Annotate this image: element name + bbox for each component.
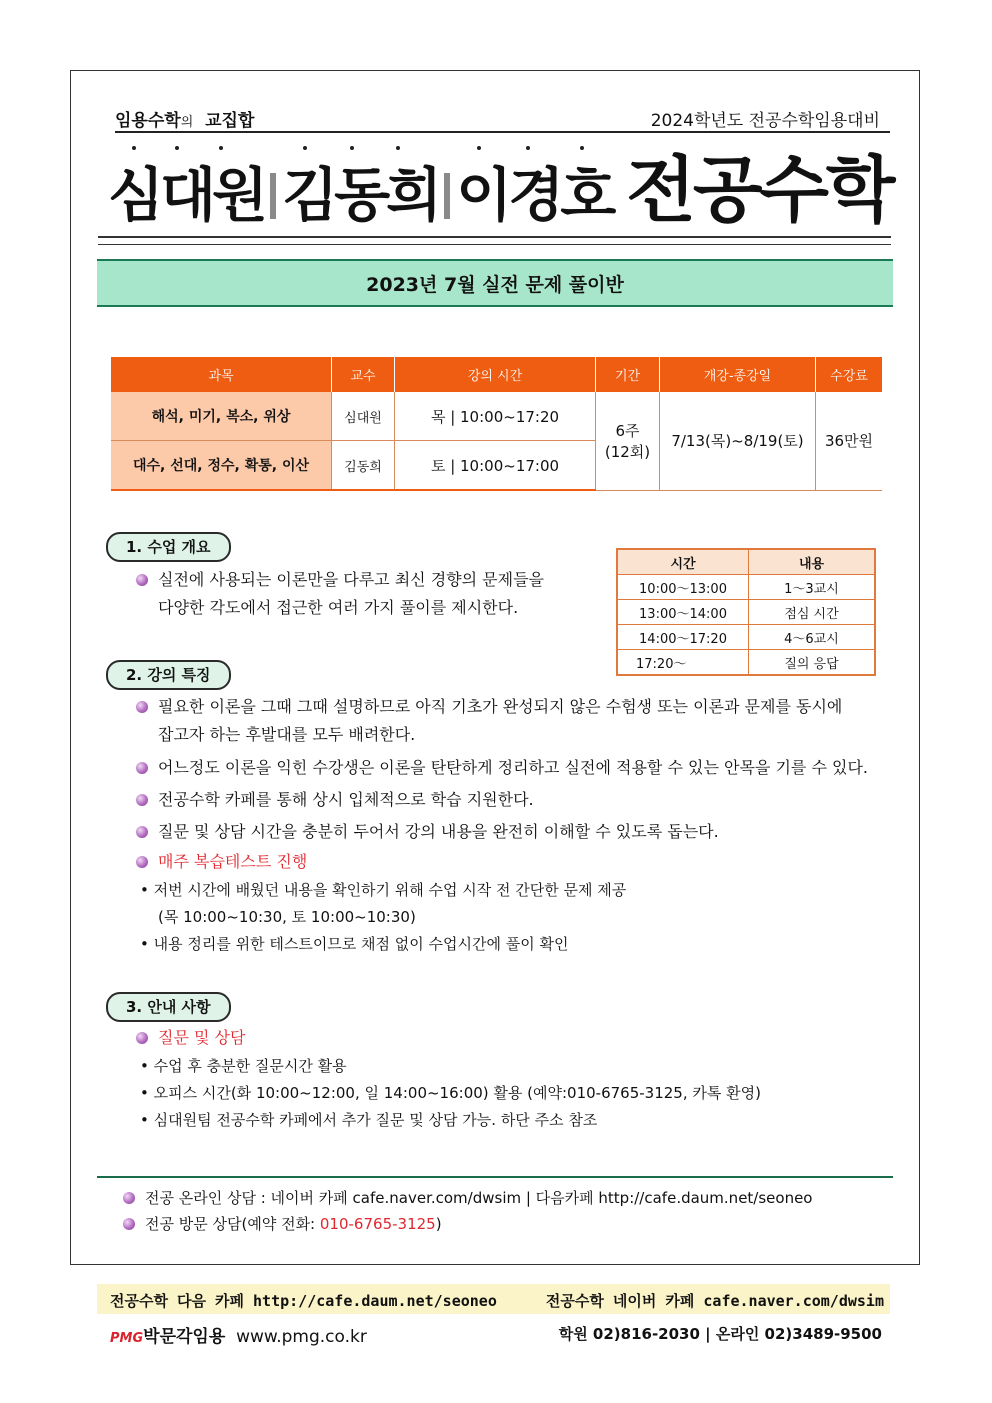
course-header-period: 기간 bbox=[596, 357, 660, 392]
schedule-content: 점심 시간 bbox=[749, 600, 876, 625]
schedule-content: 4～6교시 bbox=[749, 625, 876, 650]
title-name-1: 심대원 bbox=[108, 161, 265, 229]
title-name-3: 이경호 bbox=[456, 161, 613, 229]
publisher-site: www.pmg.co.kr bbox=[236, 1327, 367, 1347]
course-subject: 해석, 미기, 복소, 위상 bbox=[111, 392, 332, 441]
header-left bbox=[115, 106, 254, 131]
section-2-title: 2. 강의 특징 bbox=[106, 660, 231, 690]
header-right: 2024학년도 전공수학임용대비 bbox=[650, 111, 880, 131]
table-row bbox=[617, 600, 875, 625]
footer-daum-cafe: 전공수학 다음 카페 http://cafe.daum.net/seoneo bbox=[110, 1292, 497, 1310]
publisher bbox=[110, 1322, 367, 1347]
course-header-professor: 교수 bbox=[332, 357, 395, 392]
header-left-main: 임용수학 bbox=[115, 111, 181, 131]
header-left-tail: 교집합 bbox=[205, 111, 255, 131]
table-row bbox=[617, 650, 875, 676]
publisher-name: 박문각임용 bbox=[143, 1327, 226, 1347]
table-row bbox=[617, 575, 875, 600]
section-2-item: 필요한 이론을 그때 그때 설명하므로 아직 기초가 완성되지 않은 수험생 또는 이론과 문제를 동시에 bbox=[158, 697, 843, 716]
bullet-icon bbox=[136, 701, 148, 713]
table-row bbox=[617, 625, 875, 650]
course-time: 목 | 10:00~17:20 bbox=[395, 392, 596, 441]
course-header-dates: 개강-종강일 bbox=[660, 357, 816, 392]
section-2-sub: (목 10:00~10:30, 토 10:00~10:30) bbox=[158, 908, 416, 926]
section-2-sub: • 내용 정리를 위한 테스트이므로 채점 없이 수업시간에 풀이 확인 bbox=[140, 935, 569, 953]
schedule-time: 14:00～17:20 bbox=[617, 625, 749, 650]
bullet-icon bbox=[123, 1218, 135, 1230]
course-header-time: 강의 시간 bbox=[395, 357, 596, 392]
header-rule bbox=[115, 131, 890, 133]
header-left-small: 의 bbox=[180, 115, 194, 130]
schedule-table bbox=[616, 548, 876, 676]
title-separator bbox=[270, 173, 276, 219]
schedule-header-content: 내용 bbox=[749, 549, 876, 575]
visit-consult: 전공 방문 상담(예약 전화: 010-6765-3125) bbox=[145, 1215, 442, 1233]
section-3-title: 3. 안내 사항 bbox=[106, 992, 231, 1022]
section-3-sub: • 심대원팀 전공수학 카페에서 추가 질문 및 상담 가능. 하단 주소 참조 bbox=[140, 1111, 598, 1129]
course-time: 토 | 10:00~17:00 bbox=[395, 441, 596, 491]
pmg-logo: PMG bbox=[110, 1331, 144, 1346]
visit-phone: 010-6765-3125 bbox=[319, 1215, 436, 1233]
title-subject: 전공수학 bbox=[626, 148, 893, 232]
schedule-time: 13:00～14:00 bbox=[617, 600, 749, 625]
course-period: 6주 (12회) bbox=[596, 392, 660, 490]
section-2-item: 잡고자 하는 후발대를 모두 배려한다. bbox=[158, 725, 416, 744]
online-consult: 전공 온라인 상담 : 네이버 카페 cafe.naver.com/dwsim | 다음카페 http://cafe.daum.net/seoneo bbox=[145, 1189, 813, 1207]
section-2-item: 질문 및 상담 시간을 충분히 두어서 강의 내용을 완전히 이해할 수 있도록 돕는다. bbox=[158, 822, 719, 841]
course-banner: 2023년 7월 실전 문제 풀이반 bbox=[97, 259, 893, 307]
bullet-icon bbox=[136, 856, 148, 868]
course-dates: 7/13(목)~8/19(토) bbox=[660, 392, 816, 490]
section-2-item: 전공수학 카페를 통해 상시 입체적으로 학습 지원한다. bbox=[158, 790, 534, 809]
footer-phones: 학원 02)816-2030 | 온라인 02)3489-9500 bbox=[558, 1325, 882, 1343]
course-fee: 36만원 bbox=[816, 392, 883, 490]
bullet-icon bbox=[136, 794, 148, 806]
schedule-header-time: 시간 bbox=[617, 549, 749, 575]
schedule-time: 10:00～13:00 bbox=[617, 575, 749, 600]
schedule-time: 17:20～ bbox=[617, 650, 749, 676]
title-separator bbox=[444, 173, 450, 219]
section-3-head: 질문 및 상담 bbox=[158, 1028, 246, 1047]
section-1-line: 다양한 각도에서 접근한 여러 가지 풀이를 제시한다. bbox=[158, 598, 519, 617]
section-2-sub: • 저번 시간에 배웠던 내용을 확인하기 위해 수업 시작 전 간단한 문제 제공 bbox=[140, 881, 627, 899]
contact-divider bbox=[97, 1176, 893, 1178]
section-3-sub: • 오피스 시간(화 10:00~12:00, 일 14:00~16:00) 활용 (예약:010-6765-3125, 카톡 환영) bbox=[140, 1084, 761, 1102]
title-name-2: 김동희 bbox=[282, 161, 439, 229]
schedule-content: 질의 응답 bbox=[749, 650, 876, 676]
bullet-icon bbox=[136, 826, 148, 838]
title-rule bbox=[98, 236, 891, 245]
course-header-fee: 수강료 bbox=[816, 357, 883, 392]
course-header-subject: 과목 bbox=[111, 357, 332, 392]
section-3-sub: • 수업 후 충분한 질문시간 활용 bbox=[140, 1057, 347, 1075]
page-title bbox=[108, 150, 893, 235]
section-1-title: 1. 수업 개요 bbox=[106, 532, 231, 562]
course-subject: 대수, 선대, 정수, 확통, 이산 bbox=[111, 441, 332, 491]
course-professor: 심대원 bbox=[332, 392, 395, 441]
table-row bbox=[111, 392, 882, 441]
section-2-item: 어느정도 이론을 익힌 수강생은 이론을 탄탄하게 정리하고 실전에 적용할 수 있는 안목을 기를 수 있다. bbox=[158, 758, 868, 777]
course-table bbox=[111, 357, 882, 491]
schedule-content: 1～3교시 bbox=[749, 575, 876, 600]
section-1-line: 실전에 사용되는 이론만을 다루고 최신 경향의 문제들을 bbox=[158, 570, 545, 589]
bullet-icon bbox=[136, 1032, 148, 1044]
footer-naver-cafe: 전공수학 네이버 카페 cafe.naver.com/dwsim bbox=[545, 1292, 884, 1310]
bullet-icon bbox=[136, 762, 148, 774]
section-2-item-highlight: 매주 복습테스트 진행 bbox=[158, 852, 308, 871]
course-professor: 김동희 bbox=[332, 441, 395, 491]
bullet-icon bbox=[136, 574, 148, 586]
bullet-icon bbox=[123, 1192, 135, 1204]
